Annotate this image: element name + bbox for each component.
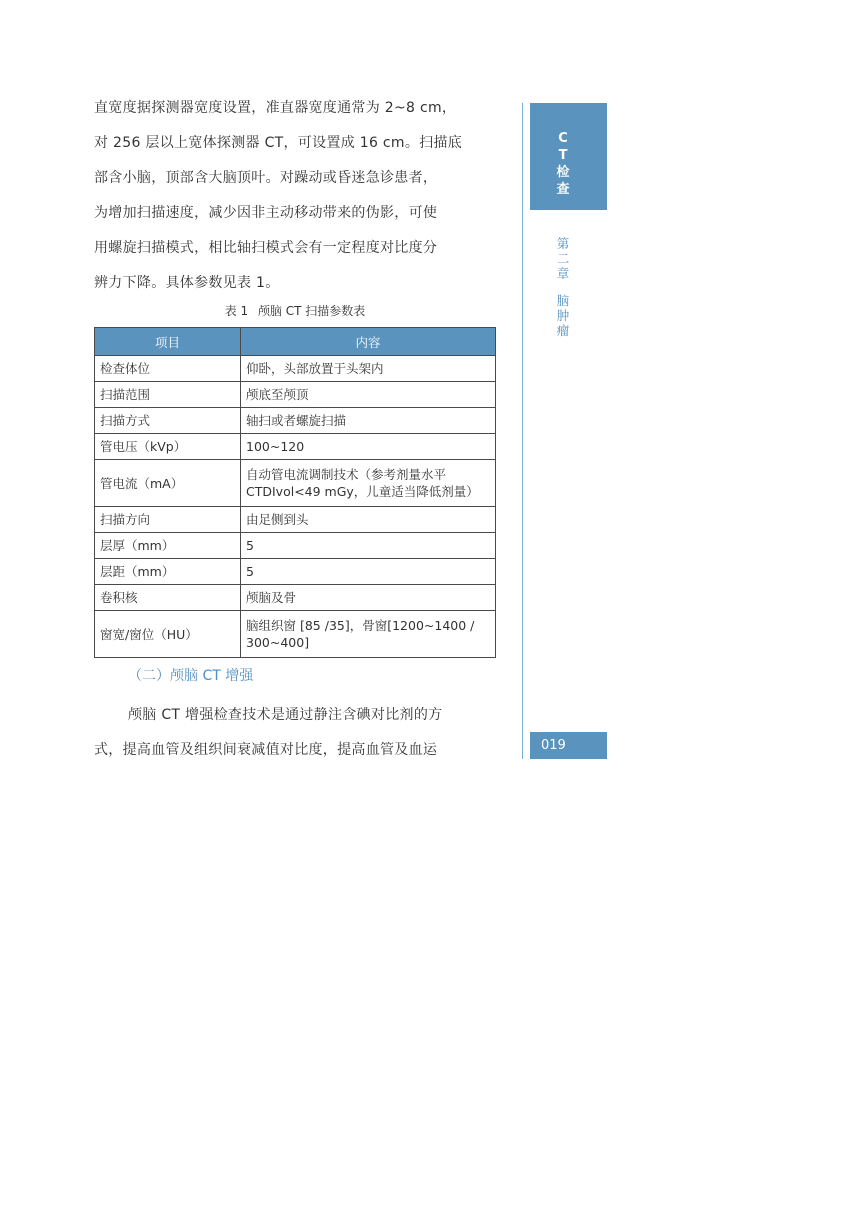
text-line: 直宽度据探测器宽度设置，准直器宽度通常为 2~8 cm， — [94, 100, 457, 116]
table-cell: 100~120 — [241, 434, 496, 460]
table-cell: 自动管电流调制技术（参考剂量水平 CTDIvol<49 mGy，儿童适当降低剂量） — [241, 460, 496, 507]
body-paragraph — [94, 91, 496, 301]
column-header-item: 项目 — [95, 328, 241, 356]
table-cell: 5 — [241, 533, 496, 559]
text-line: 对 256 层以上宽体探测器 CT，可设置成 16 cm。扫描底 — [94, 135, 463, 151]
text-line: 颅脑 CT 增强检查技术是通过静注含碘对比剂的方 — [128, 707, 443, 723]
table-row — [95, 533, 496, 559]
table-cell: 层厚（mm） — [95, 533, 241, 559]
page-number: 019 — [530, 732, 607, 759]
text-line: 用螺旋扫描模式，相比轴扫模式会有一定程度对比度分 — [94, 240, 438, 256]
table-cell: 管电压（kVp） — [95, 434, 241, 460]
table-number: 表 1 — [224, 304, 249, 318]
table-caption — [94, 302, 496, 319]
text-line: 式，提高血管及组织间衰减值对比度，提高血管及血运 — [94, 742, 438, 758]
text-line: 为增加扫描速度，减少因非主动移动带来的伪影，可使 — [94, 205, 438, 221]
table-cell: 卷积核 — [95, 585, 241, 611]
section-heading: （二）颅脑 CT 增强 — [128, 668, 254, 684]
column-header-content: 内容 — [241, 328, 496, 356]
table-row — [95, 460, 496, 507]
text-line: 辨力下降。具体参数见表 1。 — [94, 275, 280, 291]
table-cell: 脑组织窗 [85 /35]，骨窗[1200~1400 / 300~400] — [241, 611, 496, 658]
table-header-row — [95, 328, 496, 356]
table-row — [95, 434, 496, 460]
table-cell: 仰卧，头部放置于头架内 — [241, 356, 496, 382]
chapter-marker — [556, 236, 570, 338]
table-cell: 由足侧到头 — [241, 507, 496, 533]
table-row — [95, 356, 496, 382]
table-cell: 窗宽/窗位（HU） — [95, 611, 241, 658]
table-cell: 扫描方向 — [95, 507, 241, 533]
table-cell: 管电流（mA） — [95, 460, 241, 507]
body-paragraph — [94, 698, 496, 768]
table-cell: 颅底至颅顶 — [241, 382, 496, 408]
margin-divider — [522, 103, 523, 759]
table-cell: 检查体位 — [95, 356, 241, 382]
chapter-label: 第二章 — [556, 236, 570, 281]
table-cell: 层距（mm） — [95, 559, 241, 585]
table-row — [95, 507, 496, 533]
table-cell: 扫描范围 — [95, 382, 241, 408]
text-line: 部含小脑，顶部含大脑顶叶。对躁动或昏迷急诊患者， — [94, 170, 438, 186]
parameter-table — [94, 327, 496, 658]
table-cell: 扫描方式 — [95, 408, 241, 434]
side-tab-label: CT检查 — [556, 131, 570, 197]
table-row — [95, 408, 496, 434]
table-cell: 轴扫或者螺旋扫描 — [241, 408, 496, 434]
table-cell: 5 — [241, 559, 496, 585]
chapter-title: 脑肿瘤 — [556, 293, 570, 338]
table-row — [95, 382, 496, 408]
table-row — [95, 611, 496, 658]
table-row — [95, 585, 496, 611]
table-cell: 颅脑及骨 — [241, 585, 496, 611]
table-title: 颅脑 CT 扫描参数表 — [257, 304, 366, 318]
table-row — [95, 559, 496, 585]
